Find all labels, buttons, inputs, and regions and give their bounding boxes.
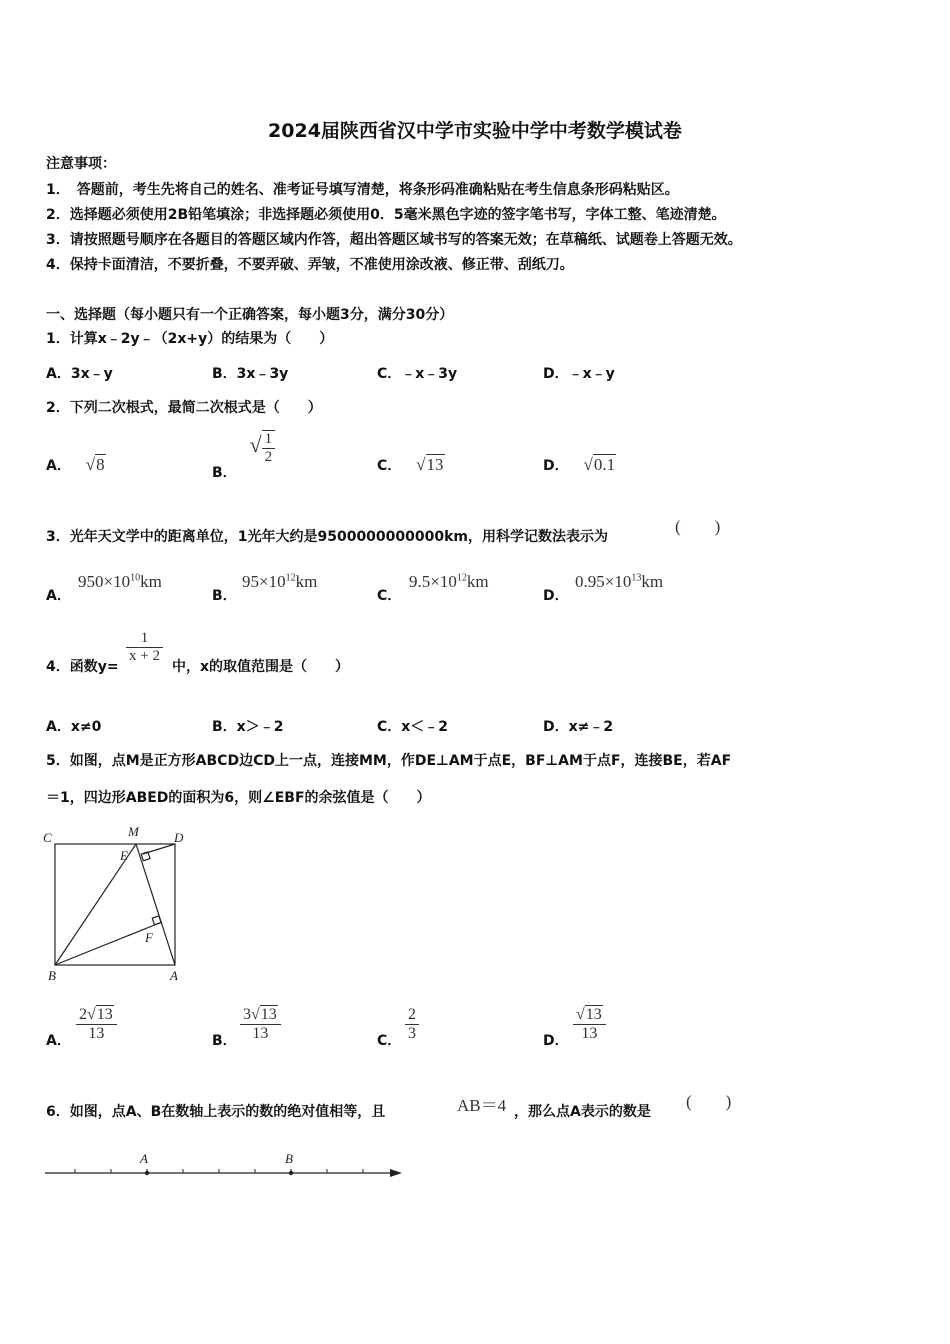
q1-option-b: B．3x﹣3y <box>212 366 289 382</box>
sqrt-expression: √13 <box>416 455 444 474</box>
radicand: 13 <box>260 1006 277 1023</box>
notice-heading: 注意事项： <box>46 156 116 172</box>
denominator: 2 <box>264 449 273 465</box>
numerator: 1 <box>126 630 163 648</box>
base: 0.95×10 <box>575 572 632 591</box>
exponent: 10 <box>130 572 141 584</box>
q6-ab-expression: AB＝4 <box>457 1096 507 1115</box>
denominator: x + 2 <box>129 648 160 664</box>
radicand: 8 <box>96 455 105 474</box>
sqrt-fraction <box>262 430 276 466</box>
denominator: 13 <box>252 1025 269 1042</box>
denominator: 13 <box>88 1025 105 1042</box>
q3-option-c-value <box>409 572 489 592</box>
base: 95×10 <box>242 572 286 591</box>
q3-option-c: C． <box>377 588 402 604</box>
fig-label-m: M <box>128 824 139 839</box>
q5-option-d-value <box>573 1006 606 1043</box>
q5-option-b-value <box>240 1006 281 1043</box>
question-5-line1: 5．如图，点M是正方形ABCD边CD上一点，连接MM，作DE⊥AM于点E，BF⊥AM于点F，连接BE，若AF <box>46 753 732 769</box>
sqrt-expression: √8 <box>85 455 105 474</box>
question-4-stem-b: 中，x的取值范围是（ ） <box>172 659 350 675</box>
sqrt-expression: √0.1 <box>583 455 616 474</box>
q4-fraction <box>126 630 163 665</box>
point-a <box>145 1171 149 1175</box>
square-abcd <box>55 844 175 965</box>
q5-option-a-value <box>76 1006 117 1043</box>
notice-item: 3．请按照题号顺序在各题目的答题区域内作答，超出答题区域书写的答案无效；在草稿纸、试题卷上答题无效。 <box>46 232 742 248</box>
q3-option-d-value <box>575 572 663 592</box>
fig-label-b: B <box>48 968 56 983</box>
denominator: 3 <box>408 1025 416 1042</box>
q2-option-d <box>543 455 616 475</box>
coefficient: 2 <box>79 1006 87 1023</box>
q5-option-b: B． <box>212 1033 237 1049</box>
fig-label-f: F <box>145 930 153 945</box>
radicand: 0.1 <box>593 455 616 474</box>
q5-option-c-value <box>405 1006 419 1043</box>
q1-option-a: A．3x﹣y <box>46 366 113 382</box>
q4-option-d: D．x≠﹣2 <box>543 719 614 735</box>
question-1-stem: 1．计算x﹣2y﹣（2x+y）的结果为（ ） <box>46 331 334 347</box>
notice-item: 2．选择题必须使用2B铅笔填涂；非选择题必须使用0．5毫米黑色字迹的签字笔书写，字体工整、笔迹清楚。 <box>46 207 726 223</box>
q3-option-d: D． <box>543 588 569 604</box>
exponent: 13 <box>631 572 642 584</box>
fig-label-e: E <box>120 848 128 863</box>
numerator: 2√13 <box>76 1006 117 1025</box>
numerator: 1 <box>262 431 276 449</box>
coefficient: 3 <box>243 1006 251 1023</box>
q3-option-a-value <box>78 572 162 592</box>
answer-paren: ( ) <box>675 517 721 536</box>
question-4-stem-a: 4．函数y= <box>46 659 119 675</box>
fig-label-a: A <box>170 968 178 983</box>
line-am <box>136 844 175 965</box>
unit: km <box>466 572 489 591</box>
radicand: 13 <box>96 1006 113 1023</box>
option-label: A． <box>46 458 71 474</box>
fig-label-b: B <box>285 1151 293 1166</box>
q5-option-a: A． <box>46 1033 71 1049</box>
fig-label-a: A <box>140 1151 148 1166</box>
numerator: 2 <box>405 1006 419 1025</box>
q5-option-d: D． <box>543 1033 569 1049</box>
numerator: 3√13 <box>240 1006 281 1025</box>
option-label: D． <box>543 458 569 474</box>
point-b <box>289 1171 293 1175</box>
q4-option-a: A．x≠0 <box>46 719 102 735</box>
answer-paren: ( ) <box>686 1092 732 1111</box>
unit: km <box>641 572 664 591</box>
q3-option-b: B． <box>212 588 237 604</box>
fig-label-c: C <box>43 830 52 845</box>
notice-item: 1． 答题前，考生先将自己的姓名、准考证号填写清楚，将条形码准确粘贴在考生信息条形码粘贴区。 <box>46 182 679 198</box>
page-title: 2024届陕西省汉中学市实验中学中考数学模试卷 <box>268 120 682 142</box>
q3-option-b-value <box>242 572 317 592</box>
question-6-stem-b: ，那么点A表示的数是 <box>514 1104 651 1120</box>
exponent: 12 <box>285 572 296 584</box>
square-figure <box>40 820 200 985</box>
base: 9.5×10 <box>409 572 457 591</box>
radicand: 13 <box>585 1006 602 1023</box>
question-6-stem-a: 6．如图，点A、B在数轴上表示的数的绝对值相等，且 <box>46 1104 386 1120</box>
radicand: 13 <box>426 455 444 474</box>
fig-label-d: D <box>174 830 184 845</box>
q2-option-a <box>46 455 106 475</box>
unit: km <box>140 572 162 591</box>
q4-option-b: B．x＞﹣2 <box>212 719 284 735</box>
option-label: C． <box>377 458 402 474</box>
q2-option-c <box>377 455 445 475</box>
notice-item: 4．保持卡面清洁，不要折叠，不要弄破、弄皱，不准使用涂改液、修正带、刮纸刀。 <box>46 257 574 273</box>
right-angle-f <box>152 916 161 925</box>
q3-option-a: A． <box>46 588 71 604</box>
right-angle-e <box>141 852 150 861</box>
sqrt-sign: √ <box>249 432 262 457</box>
number-line-arrow <box>390 1169 402 1177</box>
q1-option-c: C．﹣x﹣3y <box>377 366 458 382</box>
numerator: √13 <box>573 1006 606 1025</box>
base: 950×10 <box>78 572 131 591</box>
question-5-line2: ＝1，四边形ABED的面积为6，则∠EBF的余弦值是（ ） <box>46 790 431 806</box>
number-line-figure <box>40 1148 410 1188</box>
unit: km <box>295 572 318 591</box>
q2-option-b <box>212 430 275 481</box>
denominator: 13 <box>581 1025 598 1042</box>
option-label: B． <box>212 465 237 481</box>
question-2-stem: 2．下列二次根式，最简二次根式是（ ） <box>46 400 322 416</box>
question-3-stem: 3．光年天文学中的距离单位，1光年大约是9500000000000km，用科学记数法表示为 <box>46 529 609 545</box>
q5-option-c: C． <box>377 1033 402 1049</box>
exponent: 12 <box>456 572 467 584</box>
section-heading: 一、选择题（每小题只有一个正确答案，每小题3分，满分30分） <box>46 307 454 323</box>
q4-option-c: C．x＜﹣2 <box>377 719 449 735</box>
q1-option-d: D．﹣x﹣y <box>543 366 615 382</box>
